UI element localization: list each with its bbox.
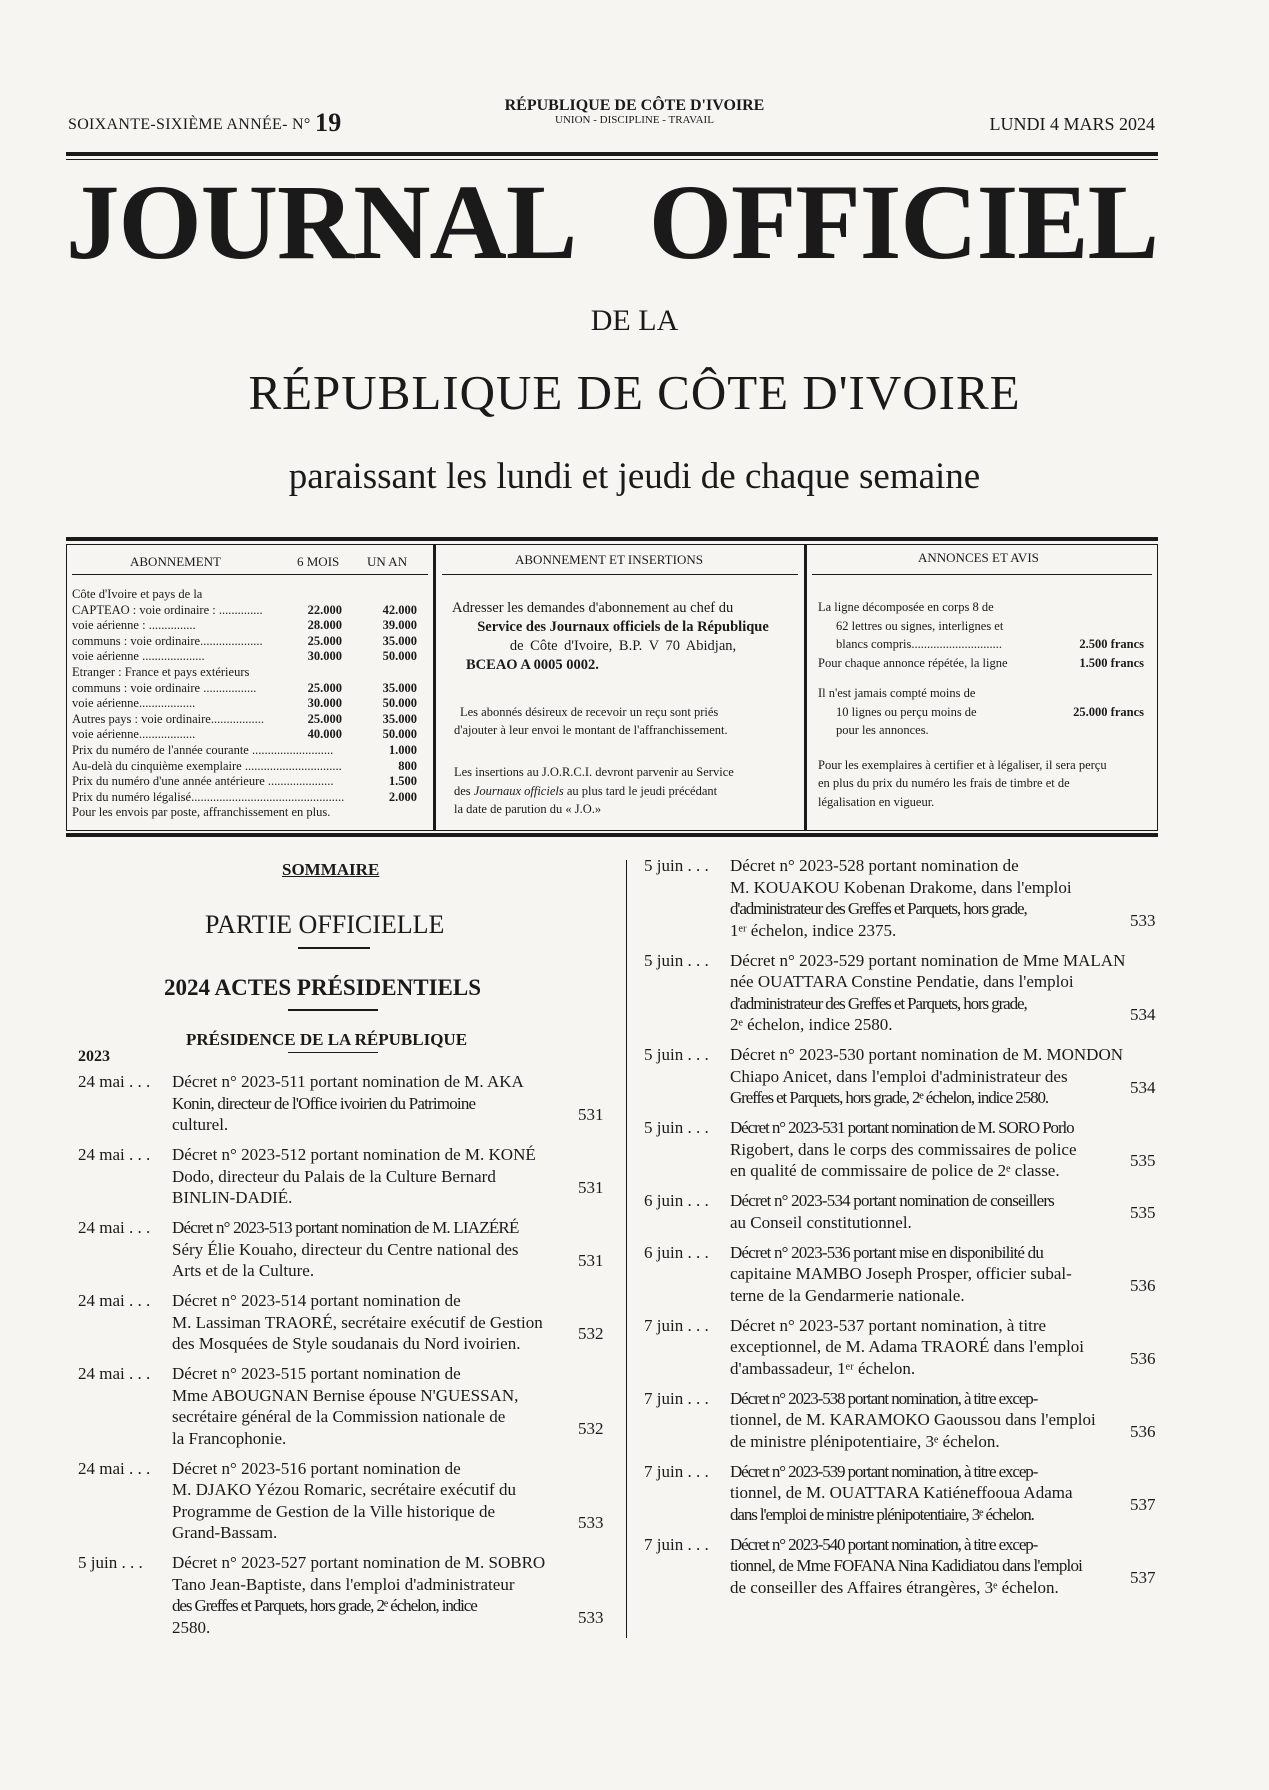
annonces-price-3: 25.000 francs <box>1073 704 1144 719</box>
abonnement-row-label: Prix du numéro légalisé................................................. <box>72 789 345 804</box>
entry-line: la Francophonie. <box>172 1428 287 1448</box>
insertions-p1-line2: Service des Journaux officiels de la République <box>477 619 769 635</box>
entry-line: Décret n° 2023-513 portant nomination de M. LIAZÉRÉ <box>172 1218 519 1237</box>
entry-line: Décret n° 2023-537 portant nomination, à titre <box>730 1315 1047 1335</box>
entry-date: 5 juin . . . <box>644 950 709 970</box>
subscription-box <box>66 537 1158 838</box>
entry-line: exceptionnel, de M. Adama TRAORÉ dans l'emploi <box>730 1337 1085 1356</box>
masthead-title <box>66 164 1158 282</box>
abonnement-row-an: 50.000 <box>382 649 417 664</box>
entry-date: 5 juin . . . <box>644 1118 709 1137</box>
insertions-text-2 <box>454 703 796 739</box>
box-top-rule <box>66 537 1158 541</box>
annonces-line8: Pour les exemplaires à certifier et à légaliser, il sera perçu <box>818 757 1107 772</box>
masthead-country: RÉPUBLIQUE DE CÔTE D'IVOIRE <box>248 365 1021 420</box>
issue-number: 19 <box>314 108 342 137</box>
insertions-heading: ABONNEMENT ET INSERTIONS <box>515 552 703 567</box>
entry-page-number: 531 <box>578 1178 604 1197</box>
entry-line: BINLIN-DADIÉ. <box>172 1188 293 1207</box>
entry-date: 7 juin . . . <box>644 1315 709 1335</box>
entry-line: Greffes et Parquets, hors grade, 2ᵉ échelon, indice 2580. <box>730 1088 1049 1107</box>
box-right-border <box>1157 545 1158 831</box>
entry-date: 24 mai . . . <box>78 1145 151 1164</box>
entry-line: Décret n° 2023-511 portant nomination de M. AKA <box>172 1072 524 1091</box>
entry-line: Décret n° 2023-515 portant nomination de <box>172 1364 461 1383</box>
abonnement-row-an: 35.000 <box>382 680 417 695</box>
entry-date: 6 juin . . . <box>644 1242 709 1262</box>
insertions-p1-line1: Adresser les demandes d'abonnement au chef du <box>452 600 734 616</box>
entry-line: M. Lassiman TRAORÉ, secrétaire exécutif de Gestion <box>172 1312 543 1332</box>
box-divider-1 <box>433 545 436 831</box>
annonces-text <box>818 598 1154 811</box>
entry-page-number: 531 <box>578 1251 604 1270</box>
entry-line: Dodo, directeur du Palais de la Culture Bernard <box>172 1166 496 1186</box>
entry-line: secrétaire général de la Commission nationale de <box>172 1407 506 1426</box>
entry-line: Décret n° 2023-534 portant nomination de conseillers <box>730 1191 1054 1210</box>
entry-title <box>172 1071 572 1136</box>
entry-title <box>172 1363 572 1449</box>
abonnement-row-an: 35.000 <box>382 633 417 648</box>
entry-line: 2580. <box>172 1617 211 1637</box>
entry-line: Décret n° 2023-528 portant nomination de <box>730 856 1019 875</box>
entry-title <box>730 1190 1120 1233</box>
abonnement-row-label: Prix du numéro d'une année antérieure ..................... <box>72 774 334 789</box>
annonces-line4: Pour chaque annonce répétée, la ligne 1.500 francs <box>818 654 1154 673</box>
entry-page-number: 537 <box>1130 1567 1156 1587</box>
entry-page-number: 536 <box>1130 1275 1156 1295</box>
entry-date: 24 mai . . . <box>78 1218 151 1237</box>
entry-page-number: 534 <box>1130 1005 1156 1024</box>
insertions-p2-line1: Les abonnés désireux de recevoir un reçu sont priés <box>460 705 719 719</box>
entry-title <box>172 1144 572 1209</box>
entry-line: 1ᵉʳ échelon, indice 2375. <box>730 920 897 940</box>
abonnement-row-label: voie aérienne.................. <box>72 727 196 742</box>
box-divider-2 <box>804 545 807 831</box>
abonnement-row-6mois: 28.000 <box>307 618 342 633</box>
entry-line: Décret n° 2023-514 portant nomination de <box>172 1291 461 1310</box>
entry-title <box>172 1290 572 1355</box>
entry-date: 24 mai . . . <box>78 1072 151 1091</box>
issue-date: LUNDI 4 MARS 2024 <box>989 114 1155 134</box>
abonnement-row-label: communs : voie ordinaire.................... <box>72 633 263 648</box>
box-top-rule-thin <box>66 544 1158 545</box>
entry-line: terne de la Gendarmerie nationale. <box>730 1285 965 1305</box>
entry-date: 7 juin . . . <box>644 1388 709 1408</box>
abonnement-row-6mois: 25.000 <box>307 680 342 695</box>
entry-line: culturel. <box>172 1115 229 1134</box>
annonces-line3: blancs compris............................. 2.500 francs <box>818 635 1154 654</box>
actes-rule <box>288 1009 378 1011</box>
entry-line: des Greffes et Parquets, hors grade, 2ᵉ échelon, indice <box>172 1596 477 1615</box>
abonnement-row-6mois: 25.000 <box>307 633 342 648</box>
entry-page-number: 536 <box>1130 1348 1156 1368</box>
entry-title <box>730 1534 1120 1599</box>
insertions-p1-line4: BCEAO A 0005 0002. <box>466 657 599 673</box>
entry-line: Décret n° 2023-530 portant nomination de M. MONDON <box>730 1045 1124 1064</box>
annonces-line5: Il n'est jamais compté moins de <box>818 686 976 700</box>
entry-title <box>172 1217 572 1282</box>
insertions-p3-line1: Les insertions au J.O.R.C.I. devront parvenir au Service <box>454 765 734 779</box>
masthead-de-la: DE LA <box>590 304 679 337</box>
insertions-text-1 <box>452 599 794 675</box>
entry-line: M. KOUAKOU Kobenan Drakome, dans l'emploi <box>730 877 1072 897</box>
entry-line: née OUATTARA Constine Pendatie, dans l'emploi <box>730 972 1074 991</box>
entry-line: Konin, directeur de l'Office ivoirien du Patrimoine <box>172 1093 476 1113</box>
entry-date: 5 juin . . . <box>644 856 709 875</box>
entry-date: 24 mai . . . <box>78 1364 151 1383</box>
entry-line: Arts et de la Culture. <box>172 1261 315 1280</box>
insertions-p2-line2: d'ajouter à leur envoi le montant de l'affranchissement. <box>454 723 728 737</box>
entry-line: Décret n° 2023-538 portant nomination, à titre excep- <box>730 1388 1038 1408</box>
entry-page-number: 532 <box>578 1418 604 1438</box>
abonnement-row-label: voie aérienne.................. <box>72 696 196 711</box>
entry-page-number: 533 <box>1130 910 1156 930</box>
entry-date: 6 juin . . . <box>644 1191 709 1210</box>
sommaire-title: SOMMAIRE <box>282 860 380 879</box>
insertions-p1-line3: de Côte d'Ivoire, B.P. V 70 Abidjan, <box>509 638 737 654</box>
entry-line: 2ᵉ échelon, indice 2580. <box>730 1015 893 1034</box>
entry-line: dans l'emploi de ministre plénipotentiaire, 3ᵉ échelon. <box>730 1504 1034 1524</box>
entry-line: en qualité de commissaire de police de 2ᵉ classe. <box>730 1161 1060 1180</box>
partie-rule <box>298 947 370 949</box>
abonnement-row-an: 2.000 <box>388 789 417 804</box>
entry-line: tionnel, de M. KARAMOKO Gaoussou dans l'emploi <box>730 1410 1096 1429</box>
abonnement-row-label: CAPTEAO : voie ordinaire : .............. <box>72 602 263 617</box>
entry-title <box>730 1117 1120 1182</box>
entry-line: Décret n° 2023-529 portant nomination de Mme MALAN <box>730 950 1126 970</box>
entry-date: 7 juin . . . <box>644 1461 709 1481</box>
entry-line: des Mosquées de Style soudanais du Nord ivoirien. <box>172 1334 521 1353</box>
entry-date: 5 juin . . . <box>644 1045 709 1064</box>
abonnement-row-6mois: 40.000 <box>307 727 342 742</box>
abonnement-row-label: Prix du numéro de l'année courante .......................... <box>72 743 334 757</box>
entry-line: de ministre plénipotentiaire, 3ᵉ échelon. <box>730 1431 1000 1451</box>
insertions-p3-line3: la date de parution du « J.O.» <box>454 802 602 816</box>
entry-title <box>730 1315 1120 1380</box>
entry-page-number: 533 <box>578 1607 604 1627</box>
abonnement-row-6mois: 22.000 <box>307 602 342 617</box>
abonnement-row-an: 50.000 <box>382 727 417 742</box>
entry-line: Séry Élie Kouaho, directeur du Centre national des <box>172 1239 519 1259</box>
entry-title <box>730 1242 1120 1307</box>
entry-line: Chiapo Anicet, dans l'emploi d'administrateur des <box>730 1066 1068 1086</box>
entry-line: d'ambassadeur, 1ᵉʳ échelon. <box>730 1358 916 1378</box>
entry-title <box>172 1458 572 1544</box>
entry-line: M. DJAKO Yézou Romaric, secrétaire exécutif du <box>172 1480 516 1499</box>
entry-line: tionnel, de Mme FOFANA Nina Kadidiatou dans l'emploi <box>730 1556 1083 1575</box>
insertions-text-3 <box>454 763 796 819</box>
entry-page-number: 534 <box>1130 1078 1156 1097</box>
entry-page-number: 532 <box>578 1324 604 1343</box>
entry-line: capitaine MAMBO Joseph Prosper, officier subal- <box>730 1264 1072 1283</box>
entry-line: Décret n° 2023-527 portant nomination de M. SOBRO <box>172 1553 546 1572</box>
abonnement-row-6mois: 25.000 <box>307 711 342 726</box>
partie-officielle-title: PARTIE OFFICIELLE <box>205 910 445 939</box>
box-bottom-rule-thin <box>66 830 1158 831</box>
entry-line: Rigobert, dans le corps des commissaires de police <box>730 1139 1077 1159</box>
year-label: SOIXANTE-SIXIÈME ANNÉE- N° <box>68 116 311 133</box>
entry-line: Programme de Gestion de la Ville historique de <box>172 1501 496 1521</box>
abonnement-row-label: Autres pays : voie ordinaire................. <box>72 711 264 726</box>
presidence-rule <box>288 1052 378 1053</box>
year-heading: 2023 <box>78 1048 110 1065</box>
entry-line: de conseiller des Affaires étrangères, 3ᵉ échelon. <box>730 1577 1059 1597</box>
annonces-line9: en plus du prix du numéro les frais de timbre et de <box>818 776 1070 790</box>
masthead-word-journal: JOURNAL <box>66 164 577 282</box>
abonnement-col-an: UN AN <box>367 554 408 569</box>
abonnement-row-an: 1.000 <box>388 743 417 757</box>
entry-line: Grand-Bassam. <box>172 1523 278 1542</box>
entry-line: Décret n° 2023-539 portant nomination, à titre excep- <box>730 1461 1038 1481</box>
column-divider <box>626 860 627 1638</box>
actes-presidentiels-title: 2024 ACTES PRÉSIDENTIELS <box>164 975 481 1000</box>
annonces-line7: pour les annonces. <box>836 723 929 737</box>
abonnement-row-an: 1.500 <box>388 774 417 789</box>
abonnement-row-label: Au-delà du cinquième exemplaire ............................... <box>72 758 342 773</box>
entry-date: 24 mai . . . <box>78 1291 151 1310</box>
abonnement-row-label: communs : voie ordinaire ................. <box>72 680 257 695</box>
entry-line: Décret n° 2023-540 portant nomination, à titre excep- <box>730 1534 1038 1554</box>
entry-title <box>730 855 1120 941</box>
abonnement-row-an: 800 <box>398 758 417 773</box>
annonces-price-1: 2.500 francs <box>1079 637 1144 651</box>
entry-line: Décret n° 2023-512 portant nomination de M. KONÉ <box>172 1145 536 1164</box>
entry-page-number: 537 <box>1130 1494 1156 1514</box>
presidence-title: PRÉSIDENCE DE LA RÉPUBLIQUE <box>186 1030 468 1049</box>
abonnement-table <box>72 587 432 827</box>
top-rule <box>66 152 1158 156</box>
entry-date: 5 juin . . . <box>78 1553 143 1572</box>
box-bottom-rule <box>66 833 1158 837</box>
top-rule-thin <box>66 159 1158 160</box>
entry-line: au Conseil constitutionnel. <box>730 1212 912 1232</box>
abonnement-row-label: voie aérienne : ............... <box>72 618 196 633</box>
box-left-border <box>66 545 67 831</box>
insertions-heading-rule <box>442 574 798 575</box>
republic-name: RÉPUBLIQUE DE CÔTE D'IVOIRE <box>504 97 765 114</box>
entry-line: d'administrateur des Greffes et Parquets, hors grade, <box>730 899 1027 918</box>
annonces-line10: légalisation en vigueur. <box>818 794 935 809</box>
abonnement-row-label: Etranger : France et pays extérieurs <box>72 665 250 679</box>
abonnement-row-6mois: 30.000 <box>307 649 342 664</box>
entry-title <box>730 1388 1120 1453</box>
entry-line: Décret n° 2023-531 portant nomination de M. SORO Porlo <box>730 1118 1074 1137</box>
entry-page-number: 533 <box>578 1513 604 1532</box>
entry-line: Décret n° 2023-516 portant nomination de <box>172 1458 461 1478</box>
abonnement-heading-rule <box>72 574 428 575</box>
annonces-heading-rule <box>812 574 1152 575</box>
entry-page-number: 535 <box>1130 1151 1156 1170</box>
annonces-line2: 62 lettres ou signes, interlignes et <box>836 618 1004 633</box>
entry-line: Décret n° 2023-536 portant mise en disponibilité du <box>730 1242 1044 1262</box>
annonces-heading: ANNONCES ET AVIS <box>918 550 1039 565</box>
annonces-price-2: 1.500 francs <box>1079 655 1144 670</box>
entry-page-number: 531 <box>578 1105 604 1124</box>
masthead-frequency: paraissant les lundi et jeudi de chaque semaine <box>288 456 981 497</box>
entry-title <box>730 950 1126 1036</box>
abonnement-heading: ABONNEMENT <box>130 554 221 569</box>
abonnement-row-an: 35.000 <box>382 711 417 726</box>
entry-line: Tano Jean-Baptiste, dans l'emploi d'administrateur <box>172 1574 515 1594</box>
abonnement-row-label: Pour les envois par poste, affranchissement en plus. <box>72 805 331 820</box>
entry-title <box>730 1461 1120 1526</box>
entry-line: Mme ABOUGNAN Bernise épouse N'GUESSAN, <box>172 1385 519 1405</box>
abonnement-row-label: voie aérienne .................... <box>72 649 205 664</box>
abonnement-row-6mois: 30.000 <box>307 696 342 711</box>
abonnement-row-an: 42.000 <box>382 602 417 617</box>
entry-line: tionnel, de M. OUATTARA Katiéneffooua Adama <box>730 1483 1073 1502</box>
masthead-word-officiel: OFFICIEL <box>648 164 1158 282</box>
entry-line: d'administrateur des Greffes et Parquets, hors grade, <box>730 993 1027 1013</box>
entry-title <box>730 1044 1124 1109</box>
abonnement-row-label: Côte d'Ivoire et pays de la <box>72 587 203 601</box>
abonnement-row-an: 39.000 <box>382 618 417 633</box>
abonnement-row-an: 50.000 <box>382 696 417 711</box>
annonces-line6: 10 lignes ou perçu moins de 25.000 francs <box>818 703 1154 722</box>
republic-motto: UNION - DISCIPLINE - TRAVAIL <box>555 114 714 126</box>
annonces-line1: La ligne décomposée en corps 8 de <box>818 600 994 614</box>
entry-page-number: 535 <box>1130 1202 1156 1222</box>
entry-date: 24 mai . . . <box>78 1458 151 1478</box>
entry-page-number: 536 <box>1130 1421 1156 1441</box>
insertions-p3-line2: des Journaux officiels au plus tard le jeudi précédant <box>454 783 718 798</box>
entry-date: 7 juin . . . <box>644 1534 709 1554</box>
entry-title <box>172 1552 572 1638</box>
abonnement-col-6mois: 6 MOIS <box>297 554 340 569</box>
